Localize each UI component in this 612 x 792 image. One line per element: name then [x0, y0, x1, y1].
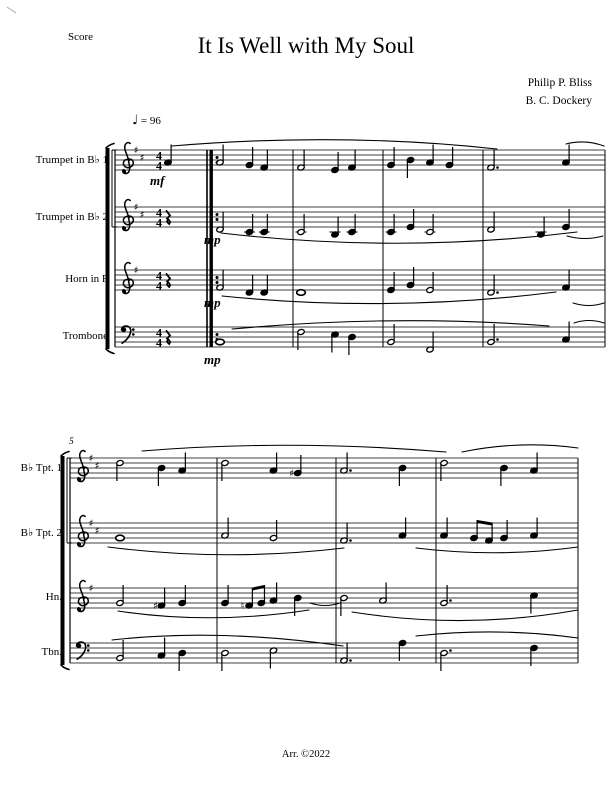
part-label-trombone-full: Trombone	[62, 330, 108, 342]
arrangement-copyright: Arr. ©2022	[281, 749, 331, 760]
score-label: Score	[68, 31, 94, 43]
svg-text:♯: ♯	[133, 265, 139, 277]
svg-text:♯: ♯	[153, 601, 158, 612]
svg-text:4: 4	[156, 205, 162, 220]
part-label-horn-abbr: Hn.	[45, 591, 62, 603]
dynamic-mf-trumpet1: mf	[150, 173, 165, 188]
dynamic-mp-trumpet2: mp	[204, 232, 221, 247]
svg-text:♮: ♮	[240, 601, 245, 612]
svg-text:♯: ♯	[88, 453, 94, 465]
svg-text:♯: ♯	[94, 461, 100, 472]
composer-credit: Philip P. Bliss	[527, 77, 592, 89]
svg-text:♯: ♯	[88, 518, 94, 530]
svg-text:♯: ♯	[139, 210, 145, 221]
part-label-trombone-abbr: Tbn.	[41, 646, 62, 658]
svg-text:♯: ♯	[133, 202, 139, 214]
dynamic-mp-trombone: mp	[204, 352, 221, 367]
svg-text:♯: ♯	[88, 583, 94, 595]
part-label-trumpet1-abbr: B♭ Tpt. 1	[20, 462, 62, 474]
svg-text:♯: ♯	[289, 468, 295, 480]
svg-text:♯: ♯	[133, 145, 139, 157]
tempo-marking	[132, 113, 161, 128]
svg-text:4: 4	[156, 215, 162, 230]
part-label-trumpet2-full: Trumpet in B♭ 2	[35, 211, 108, 223]
quarter-note-icon: ♩	[132, 113, 139, 128]
part-label-trumpet1-full: Trumpet in B♭ 1	[35, 154, 108, 166]
svg-text:♯: ♯	[94, 526, 100, 537]
svg-text:4: 4	[156, 325, 162, 340]
svg-text:4: 4	[156, 158, 162, 173]
svg-text:4: 4	[156, 268, 162, 283]
page-title: It Is Well with My Soul	[197, 33, 415, 58]
svg-text:4: 4	[156, 335, 162, 350]
svg-text:♯: ♯	[139, 153, 145, 164]
svg-text:4: 4	[156, 278, 162, 293]
tempo-value: = 96	[140, 115, 161, 127]
dynamic-mp-horn: mp	[204, 295, 221, 310]
part-label-horn-full: Horn in F	[65, 273, 108, 285]
arranger-credit: B. C. Dockery	[525, 95, 592, 107]
svg-text:4: 4	[156, 148, 162, 163]
measure-number: 5	[69, 437, 74, 447]
part-label-trumpet2-abbr: B♭ Tpt. 2	[20, 527, 62, 539]
